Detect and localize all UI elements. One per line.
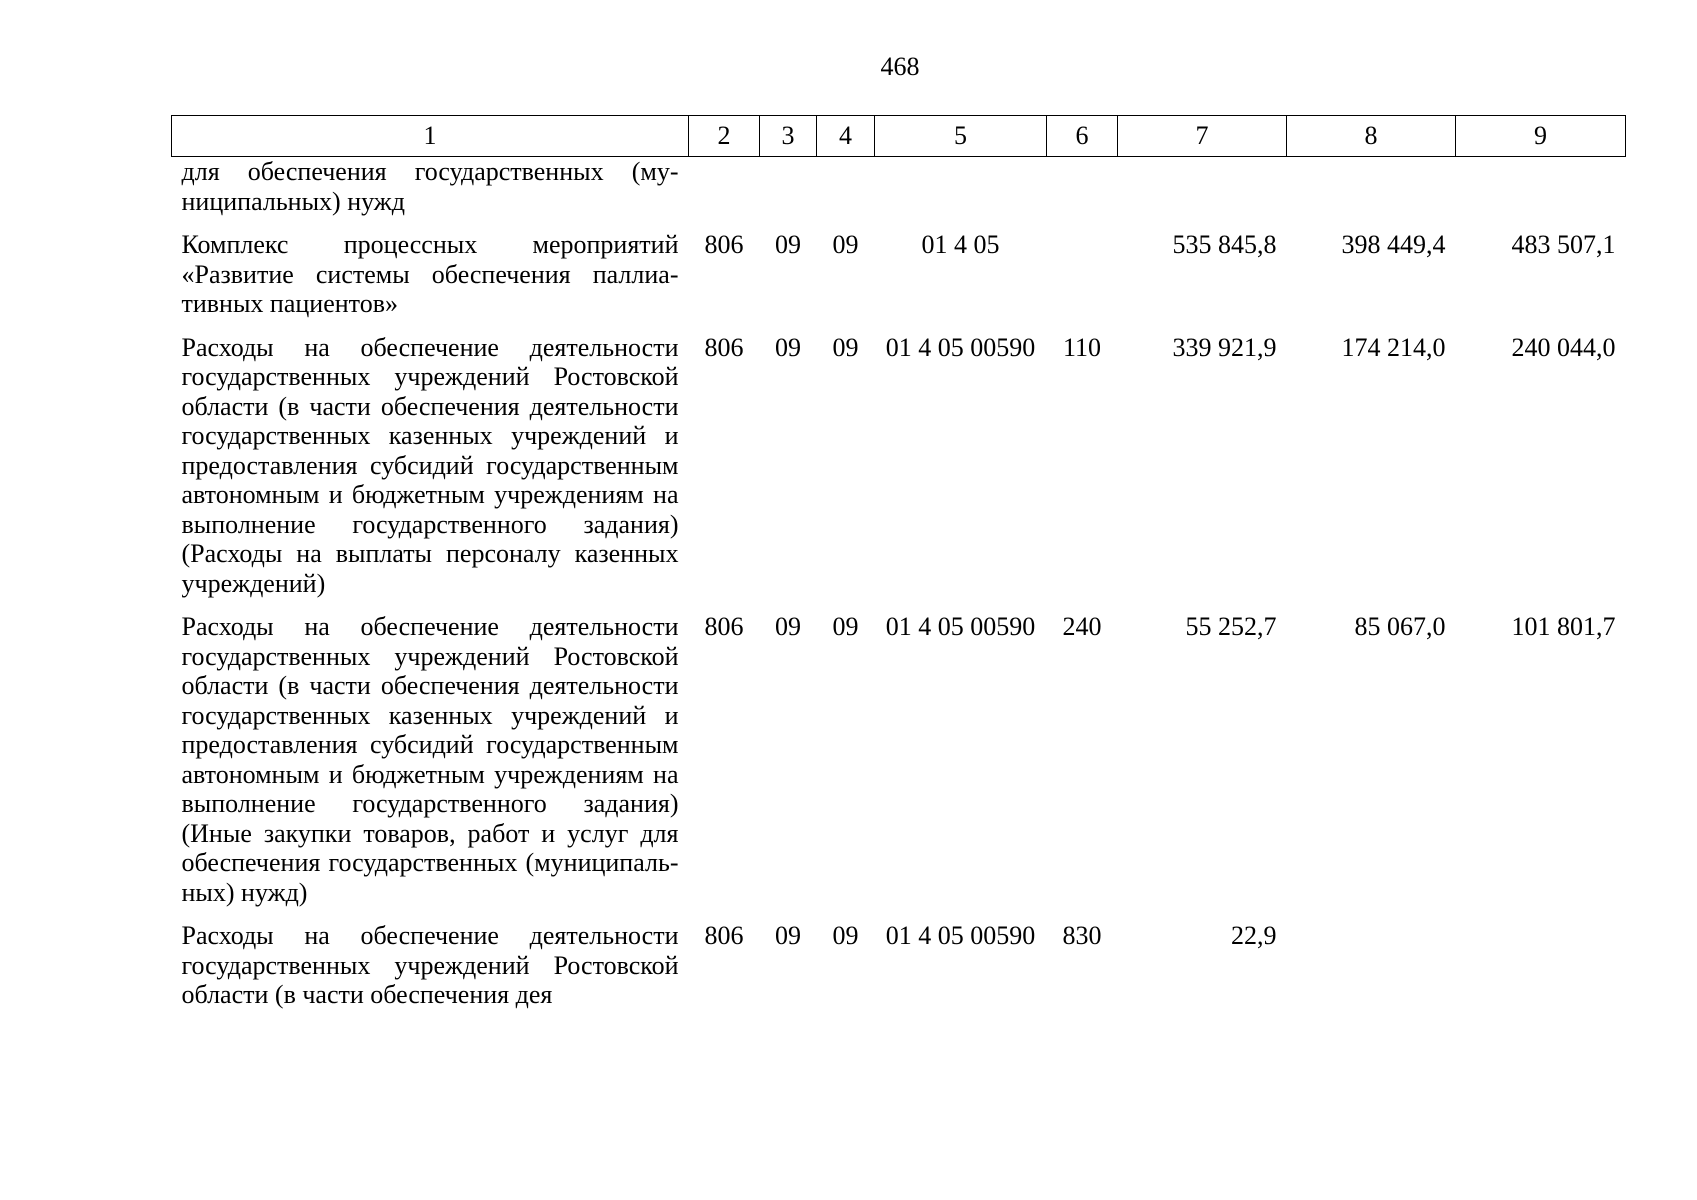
row-col-6 bbox=[1047, 157, 1118, 231]
page-number: 468 bbox=[880, 52, 920, 81]
row-col-8: 85 067,0 bbox=[1354, 612, 1446, 641]
row-col-7: 55 252,7 bbox=[1185, 612, 1277, 641]
row-col-9 bbox=[1456, 157, 1626, 231]
header-col-4: 4 bbox=[817, 116, 875, 157]
header-col-9: 9 bbox=[1456, 116, 1626, 157]
table-row bbox=[172, 230, 1626, 333]
table-row bbox=[172, 921, 1626, 1010]
row-description: Расходы на обеспечение деятельности государственных учреждений Ростовской области (в части обеспечения деятельности государственных казенных учреждений и предоставления субсидий государственным автономным и бюджетным учреждениям на выполнение государственного задания) (Расходы на выплаты персоналу казенных учреждений) bbox=[181, 332, 679, 598]
row-col-6 bbox=[1047, 230, 1118, 333]
header-col-1: 1 bbox=[172, 116, 689, 157]
table-row bbox=[172, 612, 1626, 921]
header-col-7: 7 bbox=[1118, 116, 1287, 157]
header-col-5: 5 bbox=[875, 116, 1047, 157]
table-header bbox=[172, 116, 1626, 157]
row-col-9 bbox=[1456, 921, 1626, 1010]
table-row bbox=[172, 157, 1626, 231]
row-col-3: 09 bbox=[775, 332, 801, 362]
header-col-2: 2 bbox=[689, 116, 760, 157]
table-row bbox=[172, 333, 1626, 613]
row-col-8 bbox=[1287, 157, 1456, 231]
row-col-3 bbox=[760, 157, 817, 231]
row-col-5 bbox=[875, 157, 1047, 231]
row-col-3: 09 bbox=[775, 230, 801, 259]
row-col-2: 806 bbox=[704, 230, 744, 259]
row-description: Расходы на обеспечение деятельности государственных учреждений Ростовской области (в части обеспечения дея bbox=[181, 921, 679, 1009]
row-col-9: 483 507,1 bbox=[1511, 230, 1616, 259]
row-col-3: 09 bbox=[775, 612, 801, 641]
row-col-8: 174 214,0 bbox=[1341, 332, 1446, 362]
row-col-4 bbox=[817, 157, 875, 231]
row-col-5: 01 4 05 bbox=[921, 230, 1000, 259]
row-col-6: 110 bbox=[1062, 332, 1102, 362]
header-row bbox=[172, 116, 1626, 157]
row-col-8: 398 449,4 bbox=[1341, 230, 1446, 259]
row-col-6: 240 bbox=[1062, 612, 1102, 641]
row-col-2 bbox=[689, 157, 760, 231]
row-col-9: 101 801,7 bbox=[1511, 612, 1616, 641]
row-col-9: 240 044,0 bbox=[1511, 332, 1616, 362]
row-col-8 bbox=[1287, 921, 1456, 1010]
row-col-5: 01 4 05 00590 bbox=[885, 612, 1036, 641]
row-col-4: 09 bbox=[832, 332, 859, 362]
row-col-4: 09 bbox=[832, 230, 859, 259]
budget-table-container bbox=[171, 115, 1625, 1010]
table-body bbox=[172, 157, 1626, 1010]
header-col-8: 8 bbox=[1287, 116, 1456, 157]
row-col-7: 535 845,8 bbox=[1172, 230, 1277, 259]
row-description: Комплекс процессных мероприятий «Развитие системы обеспечения паллиативных пациентов» bbox=[181, 230, 679, 318]
row-description: Расходы на обеспечение деятельности государственных учреждений Ростовской области (в части обеспечения деятельности государственных казенных учреждений и предоставления субсидий государственным автономным и бюджетным учреждениям на выполнение государственного задания) (Иные закупки товаров, работ и услуг для обеспечения государственных (муниципальных) нужд) bbox=[181, 612, 679, 907]
row-col-4: 09 bbox=[832, 612, 859, 641]
budget-table bbox=[171, 115, 1626, 1010]
header-col-3: 3 bbox=[760, 116, 817, 157]
row-col-6: 830 bbox=[1062, 921, 1102, 950]
header-col-6: 6 bbox=[1047, 116, 1118, 157]
row-col-5: 01 4 05 00590 bbox=[885, 921, 1036, 950]
row-col-4: 09 bbox=[832, 921, 859, 950]
row-col-5: 01 4 05 00590 bbox=[885, 332, 1036, 362]
row-col-7 bbox=[1118, 157, 1287, 231]
row-description: для обеспечения государственных (муниципальных) нужд bbox=[181, 157, 679, 216]
row-col-7: 22,9 bbox=[1231, 921, 1277, 950]
row-col-2: 806 bbox=[704, 612, 744, 641]
row-col-3: 09 bbox=[775, 921, 801, 950]
row-col-2: 806 bbox=[704, 921, 744, 950]
row-col-7: 339 921,9 bbox=[1172, 332, 1277, 362]
row-col-2: 806 bbox=[704, 332, 744, 362]
